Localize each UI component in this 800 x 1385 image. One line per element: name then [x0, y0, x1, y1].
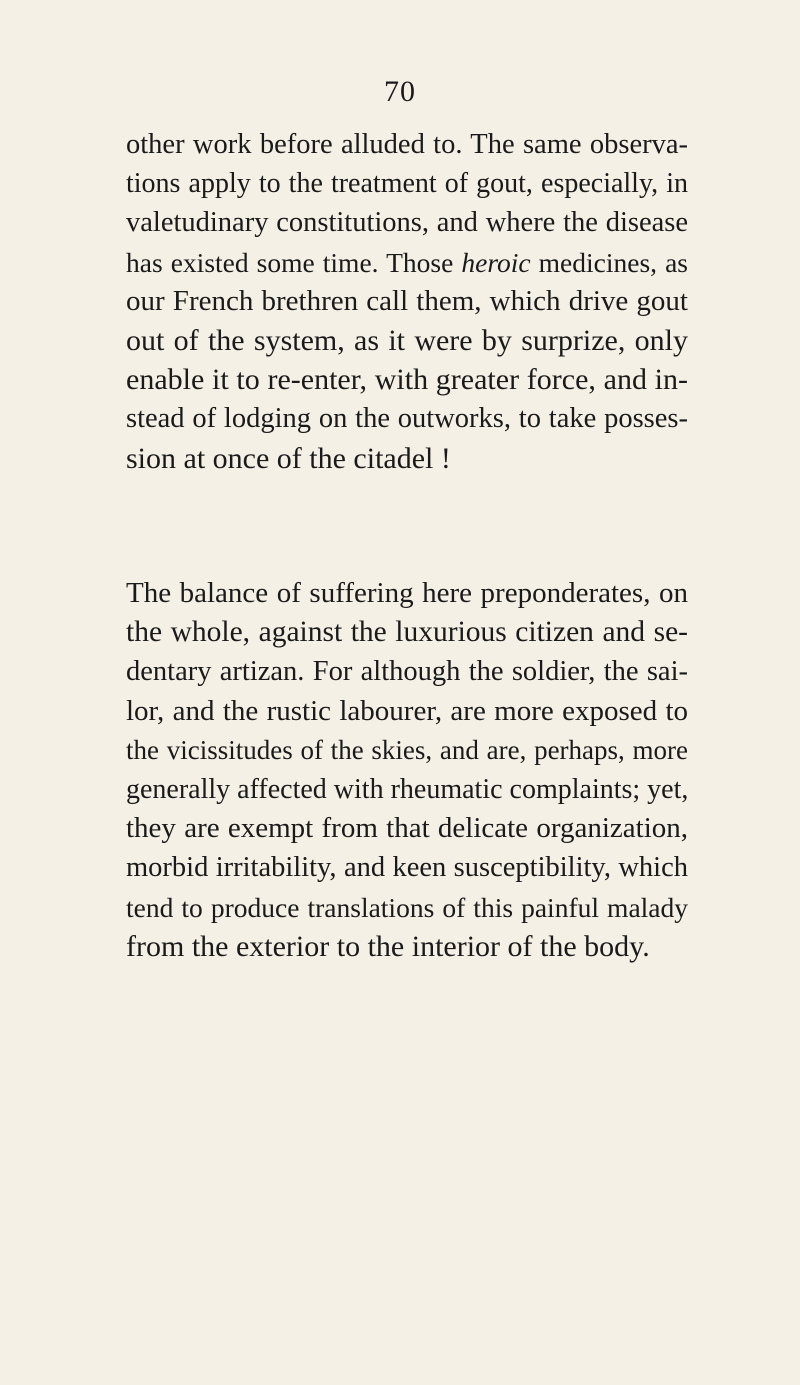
- text-segment: has existed some time. Those: [126, 246, 462, 278]
- text-line: tions apply to the treatment of gout, especially, in: [126, 168, 688, 200]
- text-line: The balance of suffering here preponderates, on: [126, 577, 688, 609]
- text-line: morbid irritability, and keen susceptibility, which: [126, 852, 688, 884]
- text-line: enable it to re-enter, with greater force, and in-: [126, 363, 688, 397]
- text-line: valetudinary constitutions, and where the disease: [126, 207, 688, 239]
- text-line: the whole, against the luxurious citizen and se-: [126, 616, 688, 649]
- text-line: generally affected with rheumatic complaints; yet,: [126, 774, 689, 806]
- text-line: [126, 243, 688, 282]
- text-line: the vicissitudes of the skies, and are, perhaps, more: [126, 734, 688, 765]
- paragraph-1: [126, 125, 688, 478]
- paragraph-2: [126, 574, 688, 966]
- text-line: tend to produce translations of this painful malady: [126, 891, 688, 923]
- text-line: sion at once of the citadel !: [126, 441, 451, 475]
- text-line: lor, and the rustic labourer, are more exposed to: [126, 694, 688, 727]
- text-line: stead of lodging on the outworks, to take posses-: [126, 403, 688, 435]
- page-number: 70: [384, 75, 416, 108]
- text-line: from the exterior to the interior of the body.: [126, 929, 650, 963]
- text-line: dentary artizan. For although the soldier, the sai-: [126, 656, 688, 688]
- text-segment: medicines, as: [530, 246, 689, 278]
- text-line: other work before alluded to. The same observa-: [126, 129, 688, 160]
- text-line: our French brethren call them, which drive gout: [126, 284, 688, 317]
- italic-word: heroic: [461, 246, 531, 278]
- text-line: they are exempt from that delicate organization,: [126, 812, 688, 845]
- text-line: out of the system, as it were by surprize, only: [126, 324, 688, 358]
